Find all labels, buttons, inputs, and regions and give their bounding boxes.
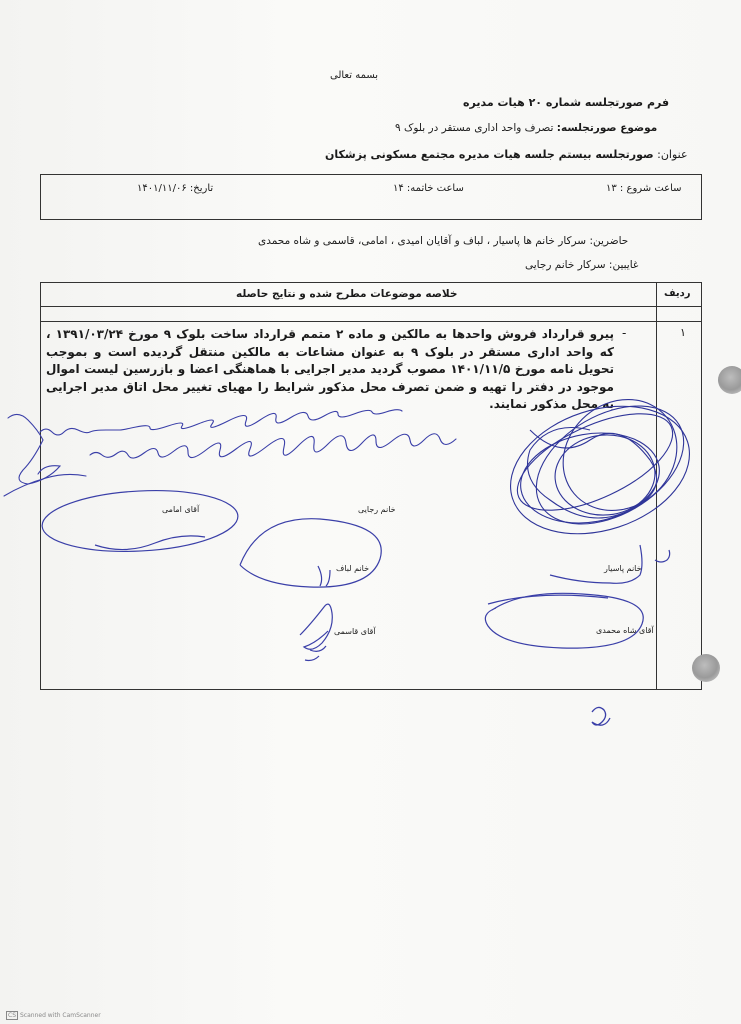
title-label: عنوان: xyxy=(657,148,688,161)
sig-label-shahmohammadi: آقای شاه محمدی xyxy=(596,626,654,635)
sig-label-labbaf: خانم لباف xyxy=(336,564,370,573)
present-list: حاضرین: سرکار خانم ها پاسیار ، لباف و آقایان امیدی ، امامی، قاسمی و شاه محمدی xyxy=(258,235,629,247)
signature-labbaf xyxy=(240,519,381,587)
meeting-date: تاریخ: ۱۴۰۱/۱۱/۰۶ xyxy=(137,183,214,194)
row-bullet: - xyxy=(622,326,627,340)
bismillah: بسمه تعالی xyxy=(330,70,379,81)
subject-label: موضوع صورتجلسه: xyxy=(556,122,658,134)
signature-ghasemi xyxy=(300,604,332,660)
scanner-badge: CS xyxy=(8,1012,16,1019)
page-number-mark xyxy=(592,707,610,725)
title-value: صورتجلسه بیستم جلسه هیات مدیره مجتمع مسکونی پزشکان xyxy=(325,148,654,161)
absent-list: غایبین: سرکار خانم رجایی xyxy=(525,259,639,271)
start-time: ساعت شروع : ۱۳ xyxy=(606,183,682,194)
sig-label-rajaei: خانم رجایی xyxy=(358,505,396,514)
end-time: ساعت خاتمه: ۱۴ xyxy=(393,183,464,194)
punch-hole-top xyxy=(718,366,741,394)
signature-shahmohammadi xyxy=(485,593,643,648)
col-summary-header: خلاصه موضوعات مطرح شده و نتایج حاصله xyxy=(236,288,458,300)
subject-value: تصرف واحد اداری مستقر در بلوک ۹ xyxy=(395,122,554,134)
scanner-text: Scanned with CamScanner xyxy=(20,1012,101,1019)
sig-label-ghasemi: آقای قاسمی xyxy=(334,627,376,636)
signature-emami xyxy=(41,486,240,556)
sig-label-emami: آقای امامی xyxy=(162,505,200,514)
col-row-header: ردیف xyxy=(664,288,691,299)
form-title: فرم صورتجلسه شماره ۲۰ هیات مدیره xyxy=(463,96,670,109)
sig-label-pasyar: خانم پاسیار xyxy=(604,564,642,573)
row-number: ۱ xyxy=(680,326,686,339)
scanner-footer xyxy=(6,1011,101,1020)
handwritten-note xyxy=(4,410,456,496)
scribble-stamp xyxy=(494,377,706,556)
punch-hole-bottom xyxy=(692,654,720,682)
row-text: پیرو قرارداد فروش واحدها به مالکین و ماده ۲ متمم قرارداد ساخت بلوک ۹ مورخ ۱۳۹۱/۰۳/۲۴ ، که واحد اداری مستقر در بلوک ۹ به عنوان مشاعات به مالکین منتقل گردیده است و بموجب تحویل نامه مورخ ۱۴۰۱/۱۱/۵ مصوب گردید مدیر اجرایی با هماهنگی اعضا و بازرسین لیست اموال موجود در دفتر را تهیه و ضمن تصرف محل مذکور شرایط را مهیای تغییر محل اتاق مدیر اجرایی به محل مذکور نمایند. xyxy=(46,327,615,411)
